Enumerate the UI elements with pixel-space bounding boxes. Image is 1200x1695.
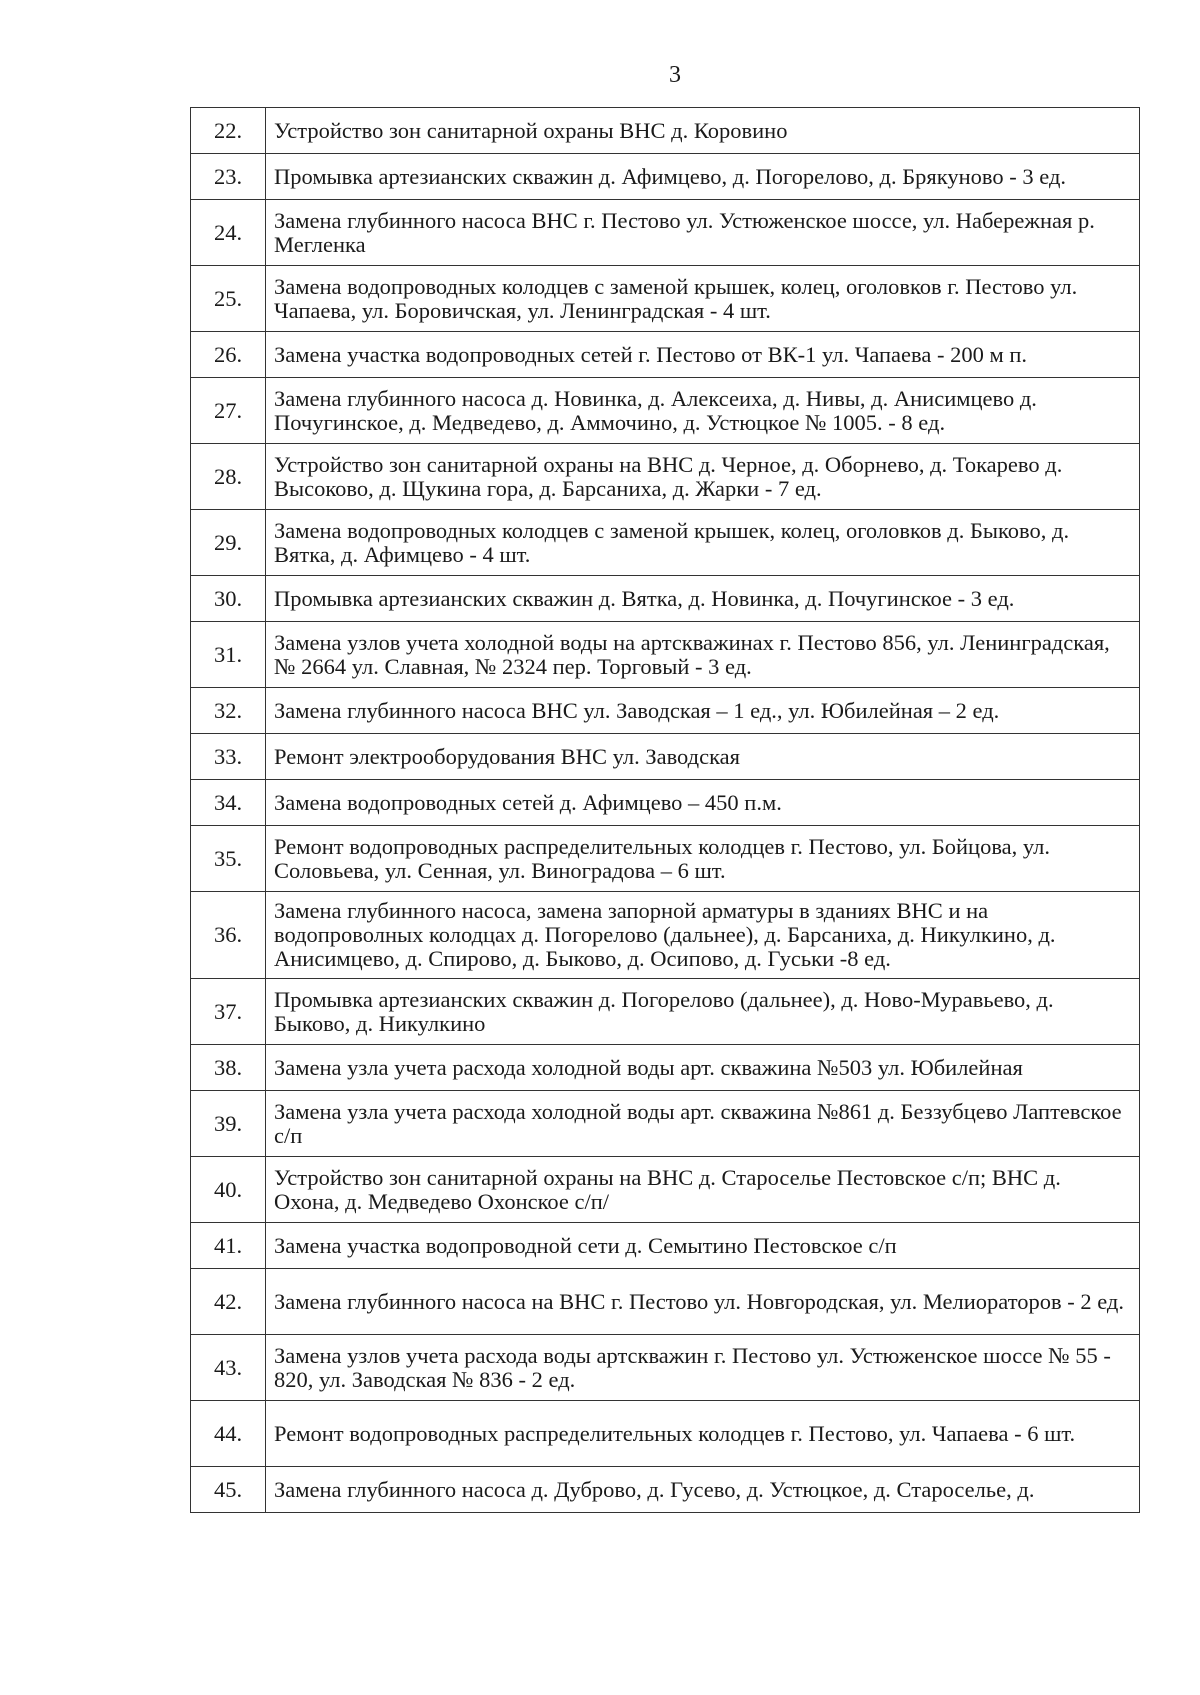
table-row [191,1401,1140,1467]
table-row [191,780,1140,826]
row-description: Замена узла учета расхода холодной воды арт. скважина №503 ул. Юбилейная [266,1045,1140,1091]
row-description: Замена водопроводных сетей д. Афимцево – 450 п.м. [266,780,1140,826]
table-row [191,444,1140,510]
row-description: Замена глубинного насоса, замена запорной арматуры в зданиях ВНС и на водопроволных колодцах д. Погорелово (дальнее), д. Барсаниха, д. Никулкино, д. Анисимцево, д. Спирово, д. Быково, д. Осипово, д. Гуськи -8 ед. [266,892,1140,979]
row-number: 39. [191,1091,266,1157]
row-description: Замена участка водопроводных сетей г. Пестово от ВК-1 ул. Чапаева - 200 м п. [266,332,1140,378]
row-description: Промывка артезианских скважин д. Погорелово (дальнее), д. Ново-Муравьево, д. Быково, д. Никулкино [266,979,1140,1045]
row-description: Замена глубинного насоса на ВНС г. Пестово ул. Новгородская, ул. Мелиораторов - 2 ед. [266,1269,1140,1335]
table-row [191,266,1140,332]
table-row [191,200,1140,266]
table-row [191,1335,1140,1401]
row-number: 35. [191,826,266,892]
table-row [191,1045,1140,1091]
row-description: Замена участка водопроводной сети д. Семытино Пестовское с/п [266,1223,1140,1269]
table-row [191,734,1140,780]
table-row [191,826,1140,892]
table-row [191,576,1140,622]
row-number: 29. [191,510,266,576]
table-row [191,154,1140,200]
row-description: Замена узла учета расхода холодной воды арт. скважина №861 д. Беззубцево Лаптевское с/п [266,1091,1140,1157]
row-description: Замена водопроводных колодцев с заменой крышек, колец, оголовков г. Пестово ул. Чапаева, ул. Боровичская, ул. Ленинградская - 4 шт. [266,266,1140,332]
row-number: 36. [191,892,266,979]
table-row [191,1223,1140,1269]
row-description: Замена глубинного насоса д. Новинка, д. Алексеиха, д. Нивы, д. Анисимцево д. Почугинское, д. Медведево, д. Аммочино, д. Устюцкое № 1005. - 8 ед. [266,378,1140,444]
row-number: 43. [191,1335,266,1401]
row-description: Замена узлов учета холодной воды на артскважинах г. Пестово 856, ул. Ленинградская, № 2664 ул. Славная, № 2324 пер. Торговый - 3 ед. [266,622,1140,688]
row-description: Замена водопроводных колодцев с заменой крышек, колец, оголовков д. Быково, д. Вятка, д. Афимцево - 4 шт. [266,510,1140,576]
row-description: Ремонт электрооборудования ВНС ул. Заводская [266,734,1140,780]
table-row [191,108,1140,154]
row-description: Устройство зон санитарной охраны ВНС д. Коровино [266,108,1140,154]
row-number: 27. [191,378,266,444]
page-number: 3 [669,62,681,88]
table-row [191,332,1140,378]
row-number: 25. [191,266,266,332]
row-description: Замена глубинного насоса ВНС г. Пестово ул. Устюженское шоссе, ул. Набережная р. Мегленка [266,200,1140,266]
row-description: Ремонт водопроводных распределительных колодцев г. Пестово, ул. Чапаева - 6 шт. [266,1401,1140,1467]
table-row [191,1157,1140,1223]
row-number: 40. [191,1157,266,1223]
row-description: Промывка артезианских скважин д. Вятка, д. Новинка, д. Почугинское - 3 ед. [266,576,1140,622]
table-row [191,1269,1140,1335]
row-number: 23. [191,154,266,200]
row-number: 41. [191,1223,266,1269]
table-row [191,1467,1140,1513]
row-number: 31. [191,622,266,688]
row-description: Замена глубинного насоса ВНС ул. Заводская – 1 ед., ул. Юбилейная – 2 ед. [266,688,1140,734]
row-number: 32. [191,688,266,734]
row-description: Промывка артезианских скважин д. Афимцево, д. Погорелово, д. Брякуново - 3 ед. [266,154,1140,200]
row-number: 28. [191,444,266,510]
table-row [191,622,1140,688]
table-row [191,510,1140,576]
row-number: 22. [191,108,266,154]
works-table [190,107,1140,1513]
table-row [191,378,1140,444]
row-number: 45. [191,1467,266,1513]
row-number: 34. [191,780,266,826]
table-row [191,892,1140,979]
table-row [191,688,1140,734]
row-number: 33. [191,734,266,780]
row-number: 44. [191,1401,266,1467]
row-number: 26. [191,332,266,378]
table-row [191,979,1140,1045]
row-description: Устройство зон санитарной охраны на ВНС д. Староселье Пестовское с/п; ВНС д. Охона, д. Медведево Охонское с/п/ [266,1157,1140,1223]
row-number: 30. [191,576,266,622]
row-number: 24. [191,200,266,266]
table-row [191,1091,1140,1157]
row-description: Устройство зон санитарной охраны на ВНС д. Черное, д. Оборнево, д. Токарево д. Высоково, д. Щукина гора, д. Барсаниха, д. Жарки - 7 ед. [266,444,1140,510]
row-description: Замена узлов учета расхода воды артскважин г. Пестово ул. Устюженское шоссе № 55 - 820, ул. Заводская № 836 - 2 ед. [266,1335,1140,1401]
row-number: 42. [191,1269,266,1335]
row-number: 38. [191,1045,266,1091]
row-number: 37. [191,979,266,1045]
row-description: Ремонт водопроводных распределительных колодцев г. Пестово, ул. Бойцова, ул. Соловьева, ул. Сенная, ул. Виноградова – 6 шт. [266,826,1140,892]
row-description: Замена глубинного насоса д. Дуброво, д. Гусево, д. Устюцкое, д. Староселье, д. [266,1467,1140,1513]
